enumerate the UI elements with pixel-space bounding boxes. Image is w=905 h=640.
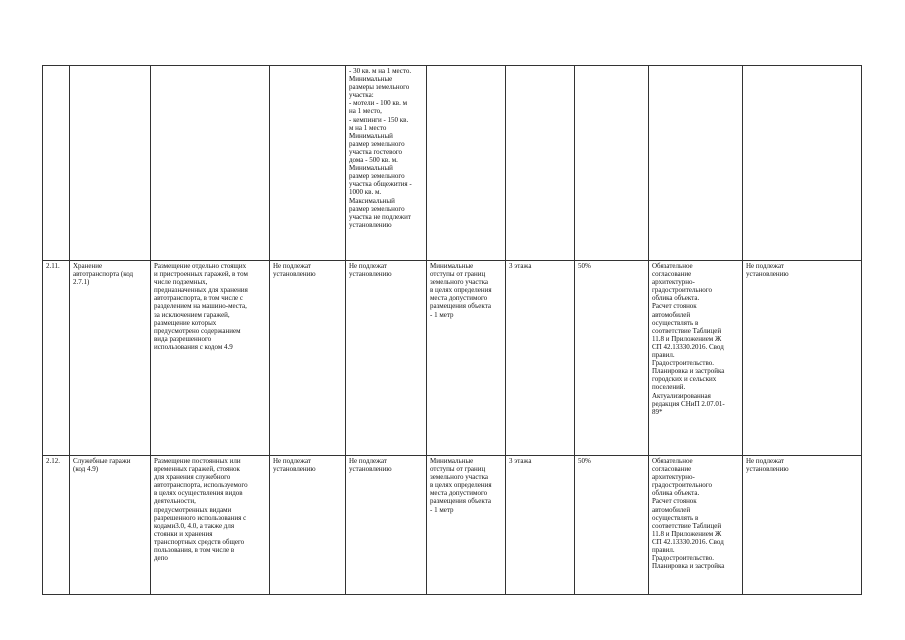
plot-size-cell: - 30 кв. м на 1 место. Минимальные размеры земельного участка: - мотели - 100 кв. м на 1 место, - кемпинги - 150 кв. м на 1 место Минимальный размер земельного участка гостевого дома - 500 кв. м. Минимальный размер земельного участка общежития - 1000 кв. м. Максимальный размер земельного участка не подлежит установлению — [346, 66, 427, 261]
restrictions-cell: Не подлежат установлению — [743, 261, 862, 456]
use-type-description: Размещение постоянных или временных гаражей, стоянок для хранения служебного автотранспорта, используемого в целях осуществления видов деятельности, предусмотренных видами разрешенного использования с кодами3.0, 4.0, а также для стоянки и хранения транспортных средств общего пользования, в том числе в депо — [151, 456, 270, 595]
use-type-description — [151, 66, 270, 261]
notes-cell: Обязательное согласование архитектурно- градостроительного облика объекта. Расчет стоянок автомобилей осуществлять в соответствие Таблицей 11.8 и Приложением Ж СП 42.13330.2016. Свод правил. Градостроительство. Планировка и застройка городских и сельских поселений. Актуализированная редакция СНиП 2.07.01- 89* — [649, 261, 743, 456]
table-cell — [506, 66, 575, 261]
use-type-name: Служебные гаражи (код 4.9) — [70, 456, 151, 595]
table-cell — [270, 66, 346, 261]
plot-size-cell: Не подлежат установлению — [270, 456, 346, 595]
setback-cell: Минимальные отступы от границ земельного участка в целях определения места допустимого размещения объекта - 1 метр — [427, 261, 506, 456]
max-floors-cell: 3 этажа — [506, 261, 575, 456]
max-coverage-cell: 50% — [575, 456, 649, 595]
table-cell — [575, 66, 649, 261]
table-row — [43, 456, 862, 595]
plot-area-cell: Не подлежат установлению — [346, 456, 427, 595]
table-cell — [427, 66, 506, 261]
zoning-regulations-table — [42, 65, 862, 595]
restrictions-cell: Не подлежат установлению — [743, 456, 862, 595]
use-type-name: Хранение автотранспорта (код 2.7.1) — [70, 261, 151, 456]
use-type-description: Размещение отдельно стоящих и пристроенных гаражей, в том числе подземных, предназначенных для хранения автотранспорта, в том числе с разделением на машино-места, за исключением гаражей, размещение которых предусмотрено содержанием вида разрешенного использования с кодом 4.9 — [151, 261, 270, 456]
notes-cell: Обязательное согласование архитектурно- градостроительного облика объекта. Расчет стоянок автомобилей осуществлять в соответствие Таблицей 11.8 и Приложением Ж СП 42.13330.2016. Свод правил. Градостроительство. Планировка и застройка — [649, 456, 743, 595]
use-type-name — [70, 66, 151, 261]
max-floors-cell: 3 этажа — [506, 456, 575, 595]
table-cell — [743, 66, 862, 261]
table-row — [43, 261, 862, 456]
plot-size-cell: Не подлежат установлению — [270, 261, 346, 456]
row-number: 2.12. — [43, 456, 70, 595]
table-row — [43, 66, 862, 261]
row-number: 2.11. — [43, 261, 70, 456]
plot-area-cell: Не подлежат установлению — [346, 261, 427, 456]
setback-cell: Минимальные отступы от границ земельного участка в целях определения места допустимого размещения объекта - 1 метр — [427, 456, 506, 595]
table-cell — [649, 66, 743, 261]
max-coverage-cell: 50% — [575, 261, 649, 456]
row-number — [43, 66, 70, 261]
